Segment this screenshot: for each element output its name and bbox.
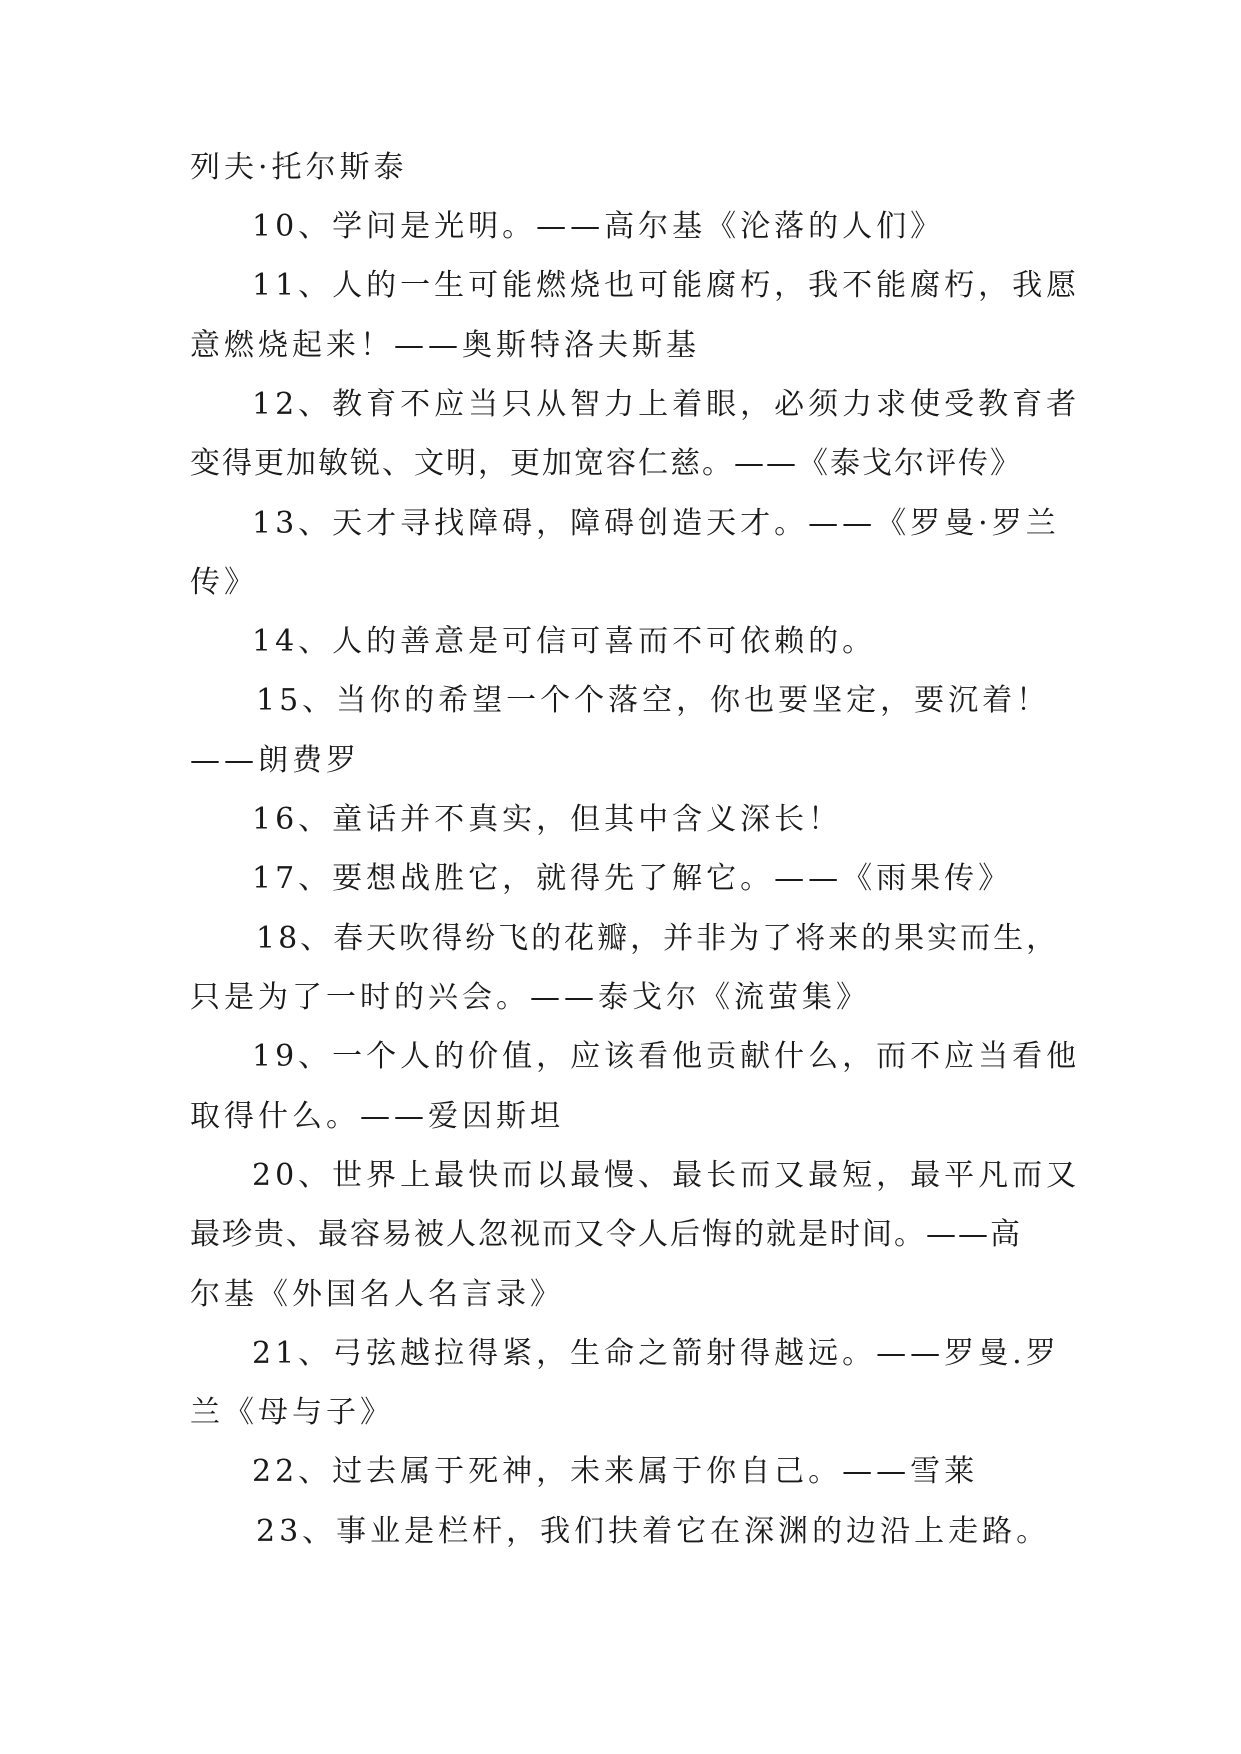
text-line: 14、人的善意是可信可喜而不可依赖的。 (252, 624, 877, 659)
text-line: 最珍贵、最容易被人忽视而又令人后悔的就是时间。——高 (190, 1217, 1022, 1252)
text-line: 17、要想战胜它，就得先了解它。——《雨果传》 (252, 861, 1013, 896)
text-line: 21、弓弦越拉得紧，生命之箭射得越远。——罗曼.罗 (252, 1336, 1060, 1371)
text-line: 15、当你的希望一个个落空，你也要坚定，要沉着！ (256, 683, 1051, 718)
text-line: 18、春天吹得纷飞的花瓣，并非为了将来的果实而生， (256, 921, 1060, 956)
text-line: 20、世界上最快而以最慢、最长而又最短，最平凡而又 (252, 1158, 1081, 1193)
text-line: 22、过去属于死神，未来属于你自己。——雪莱 (252, 1454, 979, 1489)
text-line: 传》 (190, 565, 258, 600)
text-line: 尔基《外国名人名言录》 (190, 1277, 564, 1312)
text-line: 意燃烧起来！——奥斯特洛夫斯基 (190, 328, 700, 363)
text-line: 变得更加敏锐、文明，更加宽容仁慈。——《泰戈尔评传》 (190, 446, 1022, 481)
text-line: ——朗费罗 (190, 743, 360, 778)
text-line: 11、人的一生可能燃烧也可能腐朽，我不能腐朽，我愿 (252, 268, 1081, 303)
text-line: 12、教育不应当只从智力上着眼，必须力求使受教育者 (252, 387, 1081, 422)
text-line: 13、天才寻找障碍，障碍创造天才。——《罗曼·罗兰 (252, 506, 1060, 541)
text-line: 23、事业是栏杆，我们扶着它在深渊的边沿上走路。 (256, 1514, 1051, 1549)
text-line: 列夫·托尔斯泰 (190, 150, 408, 185)
text-line: 兰《母与子》 (190, 1395, 394, 1430)
text-line: 16、童话并不真实，但其中含义深长！ (252, 802, 843, 837)
text-line: 10、学问是光明。——高尔基《沦落的人们》 (252, 209, 945, 244)
text-line: 只是为了一时的兴会。——泰戈尔《流萤集》 (190, 980, 870, 1015)
text-line: 19、一个人的价值，应该看他贡献什么，而不应当看他 (252, 1039, 1081, 1074)
text-line: 取得什么。——爱因斯坦 (190, 1099, 564, 1134)
